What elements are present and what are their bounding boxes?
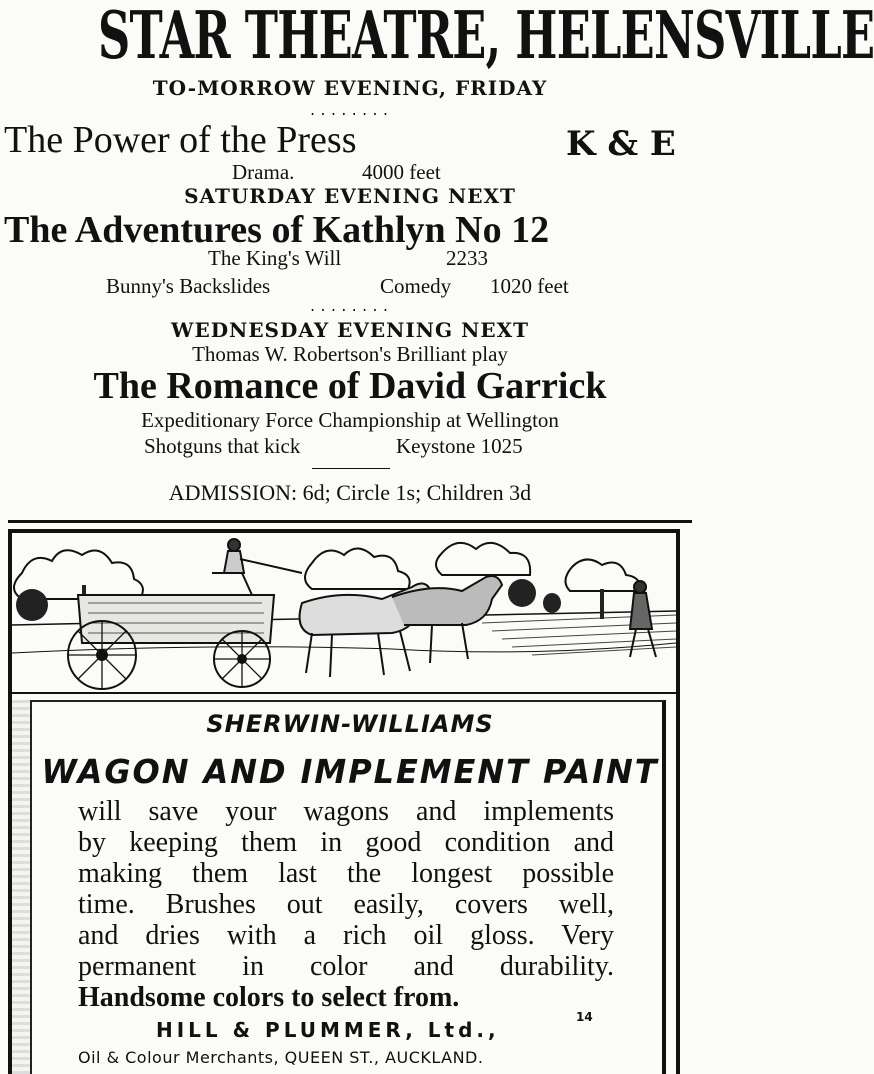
friday-length: 4000 feet bbox=[362, 160, 441, 184]
wednesday-support-1: Expeditionary Force Championship at Wellington bbox=[141, 408, 559, 432]
saturday-dots: ........ bbox=[308, 300, 392, 316]
saturday-support-genre: Comedy bbox=[380, 274, 452, 298]
saturday-support-title: Bunny's Backslides bbox=[106, 274, 271, 298]
friday-studio: K & E bbox=[566, 124, 676, 164]
advert-top-rule bbox=[8, 520, 692, 523]
wednesday-tagline: Thomas W. Robertson's Brilliant play bbox=[192, 342, 508, 366]
saturday-subtitle: The King's Will bbox=[208, 246, 342, 270]
advert-brand: SHERWIN-WILLIAMS bbox=[206, 710, 494, 738]
advert-body-line: Handsome colors to select from. bbox=[78, 982, 460, 1013]
friday-genre: Drama. bbox=[232, 160, 295, 184]
friday-film-title: The Power of the Press bbox=[4, 119, 357, 161]
masthead-title: STAR THEATRE, HELENSVILLE bbox=[97, 0, 874, 74]
wednesday-support-2-title: Shotguns that kick bbox=[144, 434, 301, 458]
advert-headline: WAGON AND IMPLEMENT PAINT bbox=[41, 752, 659, 791]
advert-body-line: by keeping them in good condition and bbox=[78, 827, 614, 858]
advert-body-line: and dries with a rich oil gloss. Very bbox=[78, 920, 614, 951]
advert-body-line: will save your wagons and implements bbox=[78, 796, 614, 827]
section-divider bbox=[312, 468, 390, 469]
saturday-film-title: The Adventures of Kathlyn No 12 bbox=[4, 209, 550, 251]
wednesday-support-2-studio: Keystone 1025 bbox=[396, 434, 523, 458]
saturday-subtitle-length: 2233 bbox=[446, 246, 488, 270]
advert-body bbox=[78, 796, 614, 1013]
friday-dots: ........ bbox=[308, 104, 392, 120]
wednesday-film-title: The Romance of David Garrick bbox=[93, 365, 607, 407]
advert-body-line: making them last the longest possible bbox=[78, 858, 614, 889]
admission-line: ADMISSION: 6d; Circle 1s; Children 3d bbox=[168, 480, 532, 505]
saturday-support-length: 1020 feet bbox=[490, 274, 569, 298]
advert-body-line: time. Brushes out easily, covers well, bbox=[78, 889, 614, 920]
advert-merchant: HILL & PLUMMER, Ltd., bbox=[156, 1018, 500, 1042]
advert-body-line: permanent in color and durability. bbox=[78, 951, 614, 982]
advert-address: Oil & Colour Merchants, QUEEN ST., AUCKLAND. bbox=[78, 1048, 484, 1067]
advert-ref-number: 14 bbox=[576, 1010, 593, 1024]
friday-heading: TO-MORROW EVENING, FRIDAY bbox=[152, 76, 548, 100]
wagon-illustration bbox=[12, 533, 676, 698]
saturday-heading: SATURDAY EVENING NEXT bbox=[184, 184, 516, 208]
wednesday-heading: WEDNESDAY EVENING NEXT bbox=[170, 318, 529, 342]
